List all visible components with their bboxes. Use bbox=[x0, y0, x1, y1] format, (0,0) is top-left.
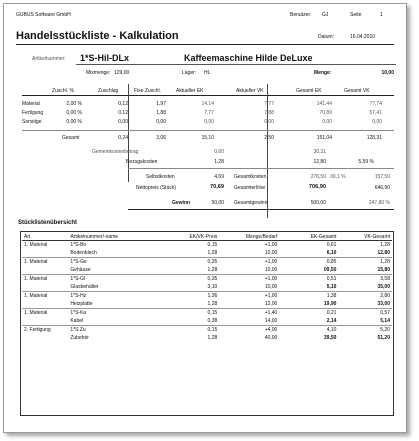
calc-total-cell: 3,06 bbox=[156, 135, 166, 141]
profit-value: 50,00 bbox=[211, 200, 224, 206]
th-price: EK/VK-Preis bbox=[173, 233, 219, 241]
col-fixed-surcharge: Fixe Zuschl. bbox=[134, 88, 161, 94]
qty-label: Menge: bbox=[314, 70, 332, 76]
th-type: Art bbox=[22, 233, 68, 241]
page-number: 1 bbox=[380, 12, 383, 18]
page-title: Handelsstückliste - Kalkulation bbox=[16, 30, 179, 42]
cell-ek: 19,90 bbox=[323, 301, 337, 307]
calc-cell: 1,88 bbox=[156, 110, 166, 116]
cell-price: 0,15 bbox=[173, 241, 219, 250]
calc-cell: 1,97 bbox=[156, 101, 166, 107]
calc-cell: 0,00 % bbox=[66, 110, 82, 116]
overhead-extra: 30,31 bbox=[313, 149, 326, 155]
cell-qty: 10,00 bbox=[264, 267, 278, 273]
stock-value: HL bbox=[204, 70, 211, 76]
summary-rule bbox=[128, 168, 394, 169]
bom-header-row bbox=[22, 233, 392, 241]
user-label: Benutzer: bbox=[290, 12, 312, 18]
calc-cell: 0,12 bbox=[118, 110, 128, 116]
date-value: 16.04.2010 bbox=[350, 34, 376, 40]
calc-cell: 0,00 bbox=[372, 119, 382, 125]
cell-article: Zubehör bbox=[70, 335, 89, 341]
total-revenue-label: Gesamterlöse bbox=[234, 185, 266, 191]
company-name: GUBUS Software GmbH bbox=[16, 12, 71, 18]
calc-row-label: Fertigung bbox=[22, 110, 44, 116]
calc-cell: 7,77 bbox=[204, 110, 214, 116]
cell-art bbox=[22, 283, 68, 292]
report-page bbox=[3, 3, 407, 433]
calc-cell: 0,00 bbox=[118, 119, 128, 125]
cell-art: 1. Material bbox=[22, 309, 68, 318]
cell-art bbox=[22, 249, 68, 258]
cell-vk: 3,58 bbox=[338, 275, 392, 284]
cell-ek: 4,10 bbox=[279, 326, 338, 335]
cost-price-label: Selbstkosten bbox=[146, 174, 175, 180]
calc-cell: 77,74 bbox=[369, 101, 382, 107]
col-current-vk: Aktueller VK bbox=[236, 88, 264, 94]
cell-art: 1. Material bbox=[22, 292, 68, 301]
cell-art: 2. Fertigung bbox=[22, 326, 68, 335]
min-qty-label: Mixmenge: bbox=[86, 70, 111, 76]
calc-cell: 0,00 bbox=[156, 119, 166, 125]
bom-table bbox=[22, 233, 392, 342]
stock-label: Lager: bbox=[182, 70, 197, 76]
cell-article: Glasbehälter bbox=[70, 284, 99, 290]
cell-qty: +1,00 bbox=[219, 241, 279, 250]
profit-label: Gewinn bbox=[172, 200, 191, 206]
cell-article: 1*S-Bo bbox=[68, 241, 173, 250]
cell-article: Heizplatte bbox=[70, 301, 93, 307]
cell-vk: 33,00 bbox=[377, 301, 390, 307]
cell-qty: +1,00 bbox=[219, 275, 279, 284]
th-article: Artikelnummer/-name bbox=[68, 233, 173, 241]
cell-article: Bodenblech bbox=[70, 250, 97, 256]
article-name: Kaffeemaschine Hilde DeLuxe bbox=[184, 53, 313, 63]
cell-ek: 39,50 bbox=[323, 335, 337, 341]
procurement-value: 1,28 bbox=[214, 159, 224, 165]
summary-bottom-rule bbox=[128, 209, 394, 210]
calc-cell: 0,00 bbox=[322, 119, 332, 125]
cell-article: 1*S Zu bbox=[68, 326, 173, 335]
calc-row-label: Sonstige bbox=[22, 119, 42, 125]
calc-cell: 14,14 bbox=[201, 101, 214, 107]
procurement-extra: 12,80 bbox=[313, 159, 326, 165]
cell-vk: 0,57 bbox=[338, 309, 392, 318]
overhead-value: 0,00 bbox=[214, 149, 224, 155]
total-cost-pct: 39,1 % bbox=[330, 174, 346, 180]
calc-cell: 141,44 bbox=[316, 101, 332, 107]
cell-ek: 1,38 bbox=[279, 292, 338, 301]
calc-row-label: Material bbox=[22, 101, 40, 107]
cell-vk: 12,80 bbox=[377, 250, 390, 256]
article-number-label: Artikelnummer: bbox=[32, 56, 66, 62]
cell-qty: 14,00 bbox=[264, 318, 278, 324]
total-cost-vk: 157,50 bbox=[374, 174, 390, 180]
list-title: Stücklistenübersicht bbox=[18, 220, 78, 226]
total-cost-value: 276,50 bbox=[310, 174, 326, 180]
qty-value: 10,00 bbox=[381, 70, 394, 76]
cell-art bbox=[22, 334, 68, 342]
cell-price: 3,10 bbox=[207, 284, 218, 290]
calc-total-cell: 15,10 bbox=[201, 135, 214, 141]
calc-total-cell: 2,50 bbox=[264, 135, 274, 141]
cell-price: 1,28 bbox=[207, 267, 218, 273]
calc-cell: 0,12 bbox=[118, 101, 128, 107]
cell-art bbox=[22, 300, 68, 309]
cell-qty: 40,00 bbox=[264, 335, 278, 341]
th-ek-total: EK-Gesamt bbox=[279, 233, 338, 241]
cell-article: 1*S-Ge bbox=[68, 258, 173, 267]
calc-cell: 7,77 bbox=[264, 101, 274, 107]
cell-price: 1,28 bbox=[207, 335, 218, 341]
th-vk-total: VK-Gesamt bbox=[338, 233, 392, 241]
bom-body bbox=[22, 241, 392, 343]
col-surcharge: Zuschlag bbox=[98, 88, 119, 94]
calc-cell: 70,89 bbox=[319, 110, 332, 116]
procurement-pct: 5,59 % bbox=[358, 159, 374, 165]
title-rule bbox=[16, 44, 394, 45]
table-row bbox=[22, 249, 392, 258]
net-price-value: 70,69 bbox=[210, 184, 224, 190]
cell-price: 0,38 bbox=[207, 318, 218, 324]
total-profit-label: Gesamtgewinn bbox=[234, 200, 268, 206]
col-total-ek: Gesamt EK bbox=[296, 88, 322, 94]
cell-qty: +1,00 bbox=[219, 258, 279, 267]
calc-cell: 0,00 bbox=[204, 119, 214, 125]
calc-total-cell: 0,24 bbox=[118, 135, 128, 141]
cell-price: 1,36 bbox=[173, 292, 219, 301]
cell-vk: 5,20 bbox=[338, 326, 392, 335]
table-row bbox=[22, 292, 392, 301]
col-total-vk: Gesamt VK bbox=[344, 88, 370, 94]
calc-total-rule bbox=[22, 130, 394, 131]
cell-article: Gehäuse bbox=[70, 267, 91, 273]
total-cost-label: Gesamtkosten bbox=[234, 174, 267, 180]
cell-vk: 51,20 bbox=[377, 335, 390, 341]
calc-cell: 0,00 % bbox=[66, 119, 82, 125]
cell-ek: 0,21 bbox=[279, 309, 338, 318]
article-number: 1*S-Hil-DLx bbox=[80, 53, 130, 63]
min-qty-value: 129,00 bbox=[114, 70, 130, 76]
cell-ek: 2,14 bbox=[326, 318, 337, 324]
cell-qty: 10,00 bbox=[264, 284, 278, 290]
cell-article: 1*S-Hz bbox=[68, 292, 173, 301]
col-current-ek: Aktueller EK bbox=[176, 88, 204, 94]
cell-ek: 09,50 bbox=[323, 267, 337, 273]
total-revenue-vk: 646,90 bbox=[374, 185, 390, 191]
cost-price-value: 4,69 bbox=[214, 174, 224, 180]
user-value: GJ bbox=[322, 12, 329, 18]
net-price-label: Nettopreis (Stück) bbox=[136, 185, 177, 191]
table-row bbox=[22, 317, 392, 326]
th-qty: Menge/Bedarf bbox=[219, 233, 279, 241]
overhead-label: Gemeinkostenbetrag bbox=[92, 149, 139, 155]
table-row bbox=[22, 241, 392, 250]
cell-price: 1,28 bbox=[207, 301, 218, 307]
table-row bbox=[22, 334, 392, 342]
cell-qty: +1,00 bbox=[219, 292, 279, 301]
cell-vk: 15,80 bbox=[377, 267, 390, 273]
cell-ek: 6,10 bbox=[326, 250, 337, 256]
cell-vk: 35,00 bbox=[377, 284, 390, 290]
table-row bbox=[22, 283, 392, 292]
cell-price: 1,28 bbox=[207, 250, 218, 256]
cell-vk: 5,14 bbox=[380, 318, 390, 324]
cell-price: 0,15 bbox=[173, 309, 219, 318]
cell-art bbox=[22, 266, 68, 275]
cell-qty: +4,00 bbox=[219, 326, 279, 335]
calc-total-cell: 151,04 bbox=[316, 135, 332, 141]
table-row bbox=[22, 326, 392, 335]
calc-cell: 2,00 % bbox=[66, 101, 82, 107]
cell-ek: 0,61 bbox=[279, 241, 338, 250]
cell-ek: 0,85 bbox=[279, 258, 338, 267]
cell-qty: 12,00 bbox=[264, 301, 278, 307]
calc-cell: 7,88 bbox=[264, 110, 274, 116]
cell-vk: 1,28 bbox=[338, 258, 392, 267]
article-rule bbox=[76, 64, 396, 65]
total-label: Gesamt bbox=[62, 135, 80, 141]
cell-art: 1. Material bbox=[22, 241, 68, 250]
cell-article: 1*S-Ka bbox=[68, 309, 173, 318]
total-profit-value: 500,00 bbox=[310, 200, 326, 206]
cell-price: 0,35 bbox=[173, 275, 219, 284]
col-surcharge-pct: Zuschl. % bbox=[52, 88, 74, 94]
calc-cell: 0,00 bbox=[264, 119, 274, 125]
cell-vk: 2,80 bbox=[338, 292, 392, 301]
table-row bbox=[22, 275, 392, 284]
cell-article: Kabel bbox=[70, 318, 84, 324]
cell-art: 1. Material bbox=[22, 258, 68, 267]
cell-price: 0,15 bbox=[173, 326, 219, 335]
table-row bbox=[22, 266, 392, 275]
cell-vk: 1,28 bbox=[338, 241, 392, 250]
cell-price: 0,35 bbox=[173, 258, 219, 267]
cell-article: 1*S-Gl bbox=[68, 275, 173, 284]
cell-ek: 5,10 bbox=[326, 284, 337, 290]
procurement-label: Bezugskosten bbox=[126, 159, 158, 165]
calc-header-rule bbox=[22, 95, 394, 96]
cell-ek: 0,51 bbox=[279, 275, 338, 284]
cell-art: 1. Material bbox=[22, 275, 68, 284]
table-row bbox=[22, 309, 392, 318]
calc-cell: 57,41 bbox=[369, 110, 382, 116]
date-label: Datum: bbox=[318, 34, 335, 40]
total-revenue-value: 706,90 bbox=[308, 184, 326, 190]
total-profit-vk: 247,80 % bbox=[368, 200, 390, 206]
cell-qty: +1,40 bbox=[219, 309, 279, 318]
calc-total-cell: 128,31 bbox=[366, 135, 382, 141]
table-row bbox=[22, 258, 392, 267]
cell-qty: 10,00 bbox=[264, 250, 278, 256]
cell-art bbox=[22, 317, 68, 326]
table-row bbox=[22, 300, 392, 309]
page-label: Seite bbox=[350, 12, 362, 18]
